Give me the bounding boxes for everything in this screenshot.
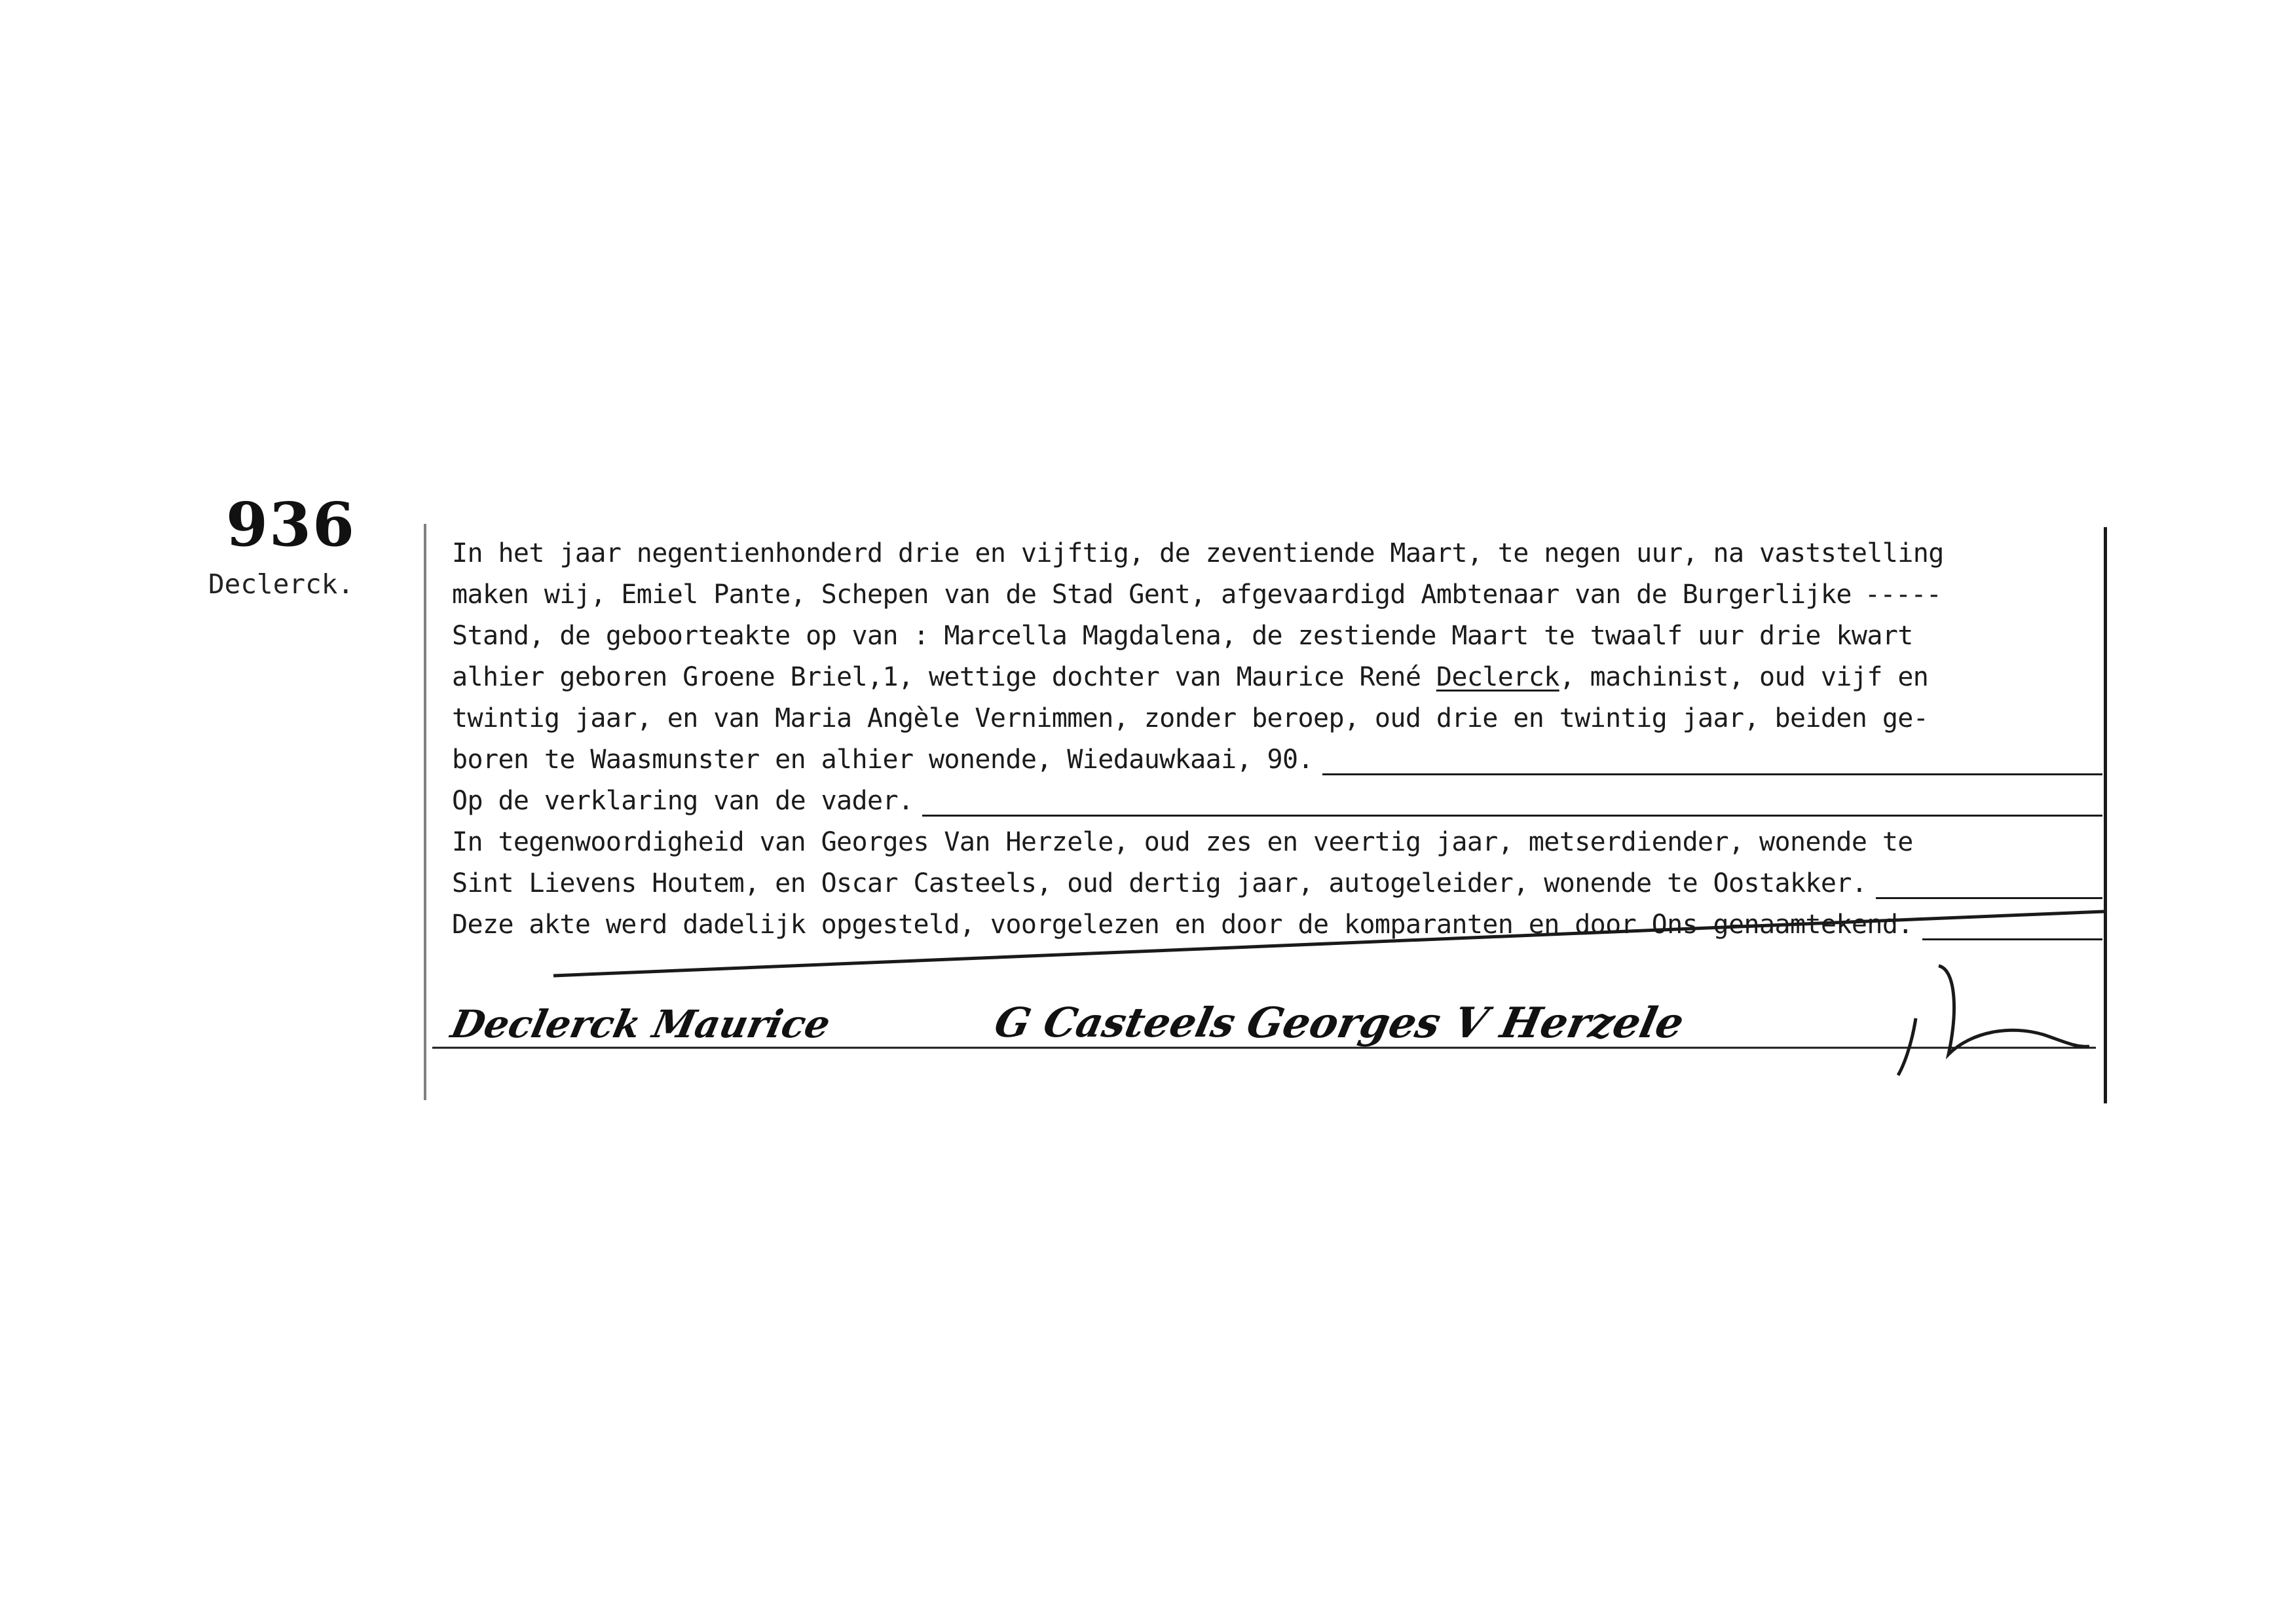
act-line-text: maken wij, Emiel Pante, Schepen van de Stad Gent, afgevaardigd Ambtenaar van de Burgerlijke	[452, 580, 1852, 610]
act-line-text: In het jaar negentienhonderd drie en vijftig, de zeventiende Maart, te negen uur, na vaststelling	[452, 538, 1944, 568]
act-line-text: alhier geboren Groene Briel,1, wettige dochter van Maurice René	[452, 662, 1436, 692]
margin-surname: Declerck.	[208, 568, 354, 600]
signature-father: Declerck Maurice	[447, 1002, 834, 1046]
act-line-text: boren te Waasmunster en alhier wonende, Wiedauwkaai, 90.	[452, 745, 1313, 775]
signature-witness-1: G Casteels	[990, 999, 1240, 1046]
act-line-text: Op de verklaring van de vader.	[452, 786, 914, 816]
act-line-text: , machinist, oud vijf en	[1559, 662, 1929, 692]
act-line-text: Sint Lievens Houtem, en Oscar Casteels, oud dertig jaar, autogeleider, wonende te Oostakker.	[452, 868, 1867, 898]
official-signature-mark	[1939, 966, 2089, 1054]
dash-filler: -----	[1864, 580, 1942, 610]
act-line-text: twintig jaar, en van Maria Angèle Vernimmen, zonder beroep, oud drie en twintig jaar, beiden ge-	[452, 703, 1929, 733]
act-line-text: In tegenwoordigheid van Georges Van Herzele, oud zes en veertig jaar, metserdiender, wonende te	[452, 827, 1913, 857]
act-line-text: Deze akte werd dadelijk opgesteld, voorgelezen en door de komparanten en door Ons genaamtekend.	[452, 910, 1913, 940]
record-number: 936	[226, 489, 356, 560]
act-line-text: Stand, de geboorteakte op van : Marcella Magdalena, de zestiende Maart te twaalf uur drie kwart	[452, 621, 1913, 651]
diagonal-closing-line	[553, 912, 2104, 976]
signature-witness-2: Georges V Herzele	[1242, 999, 1689, 1048]
child-surname: Declerck	[1436, 662, 1559, 692]
